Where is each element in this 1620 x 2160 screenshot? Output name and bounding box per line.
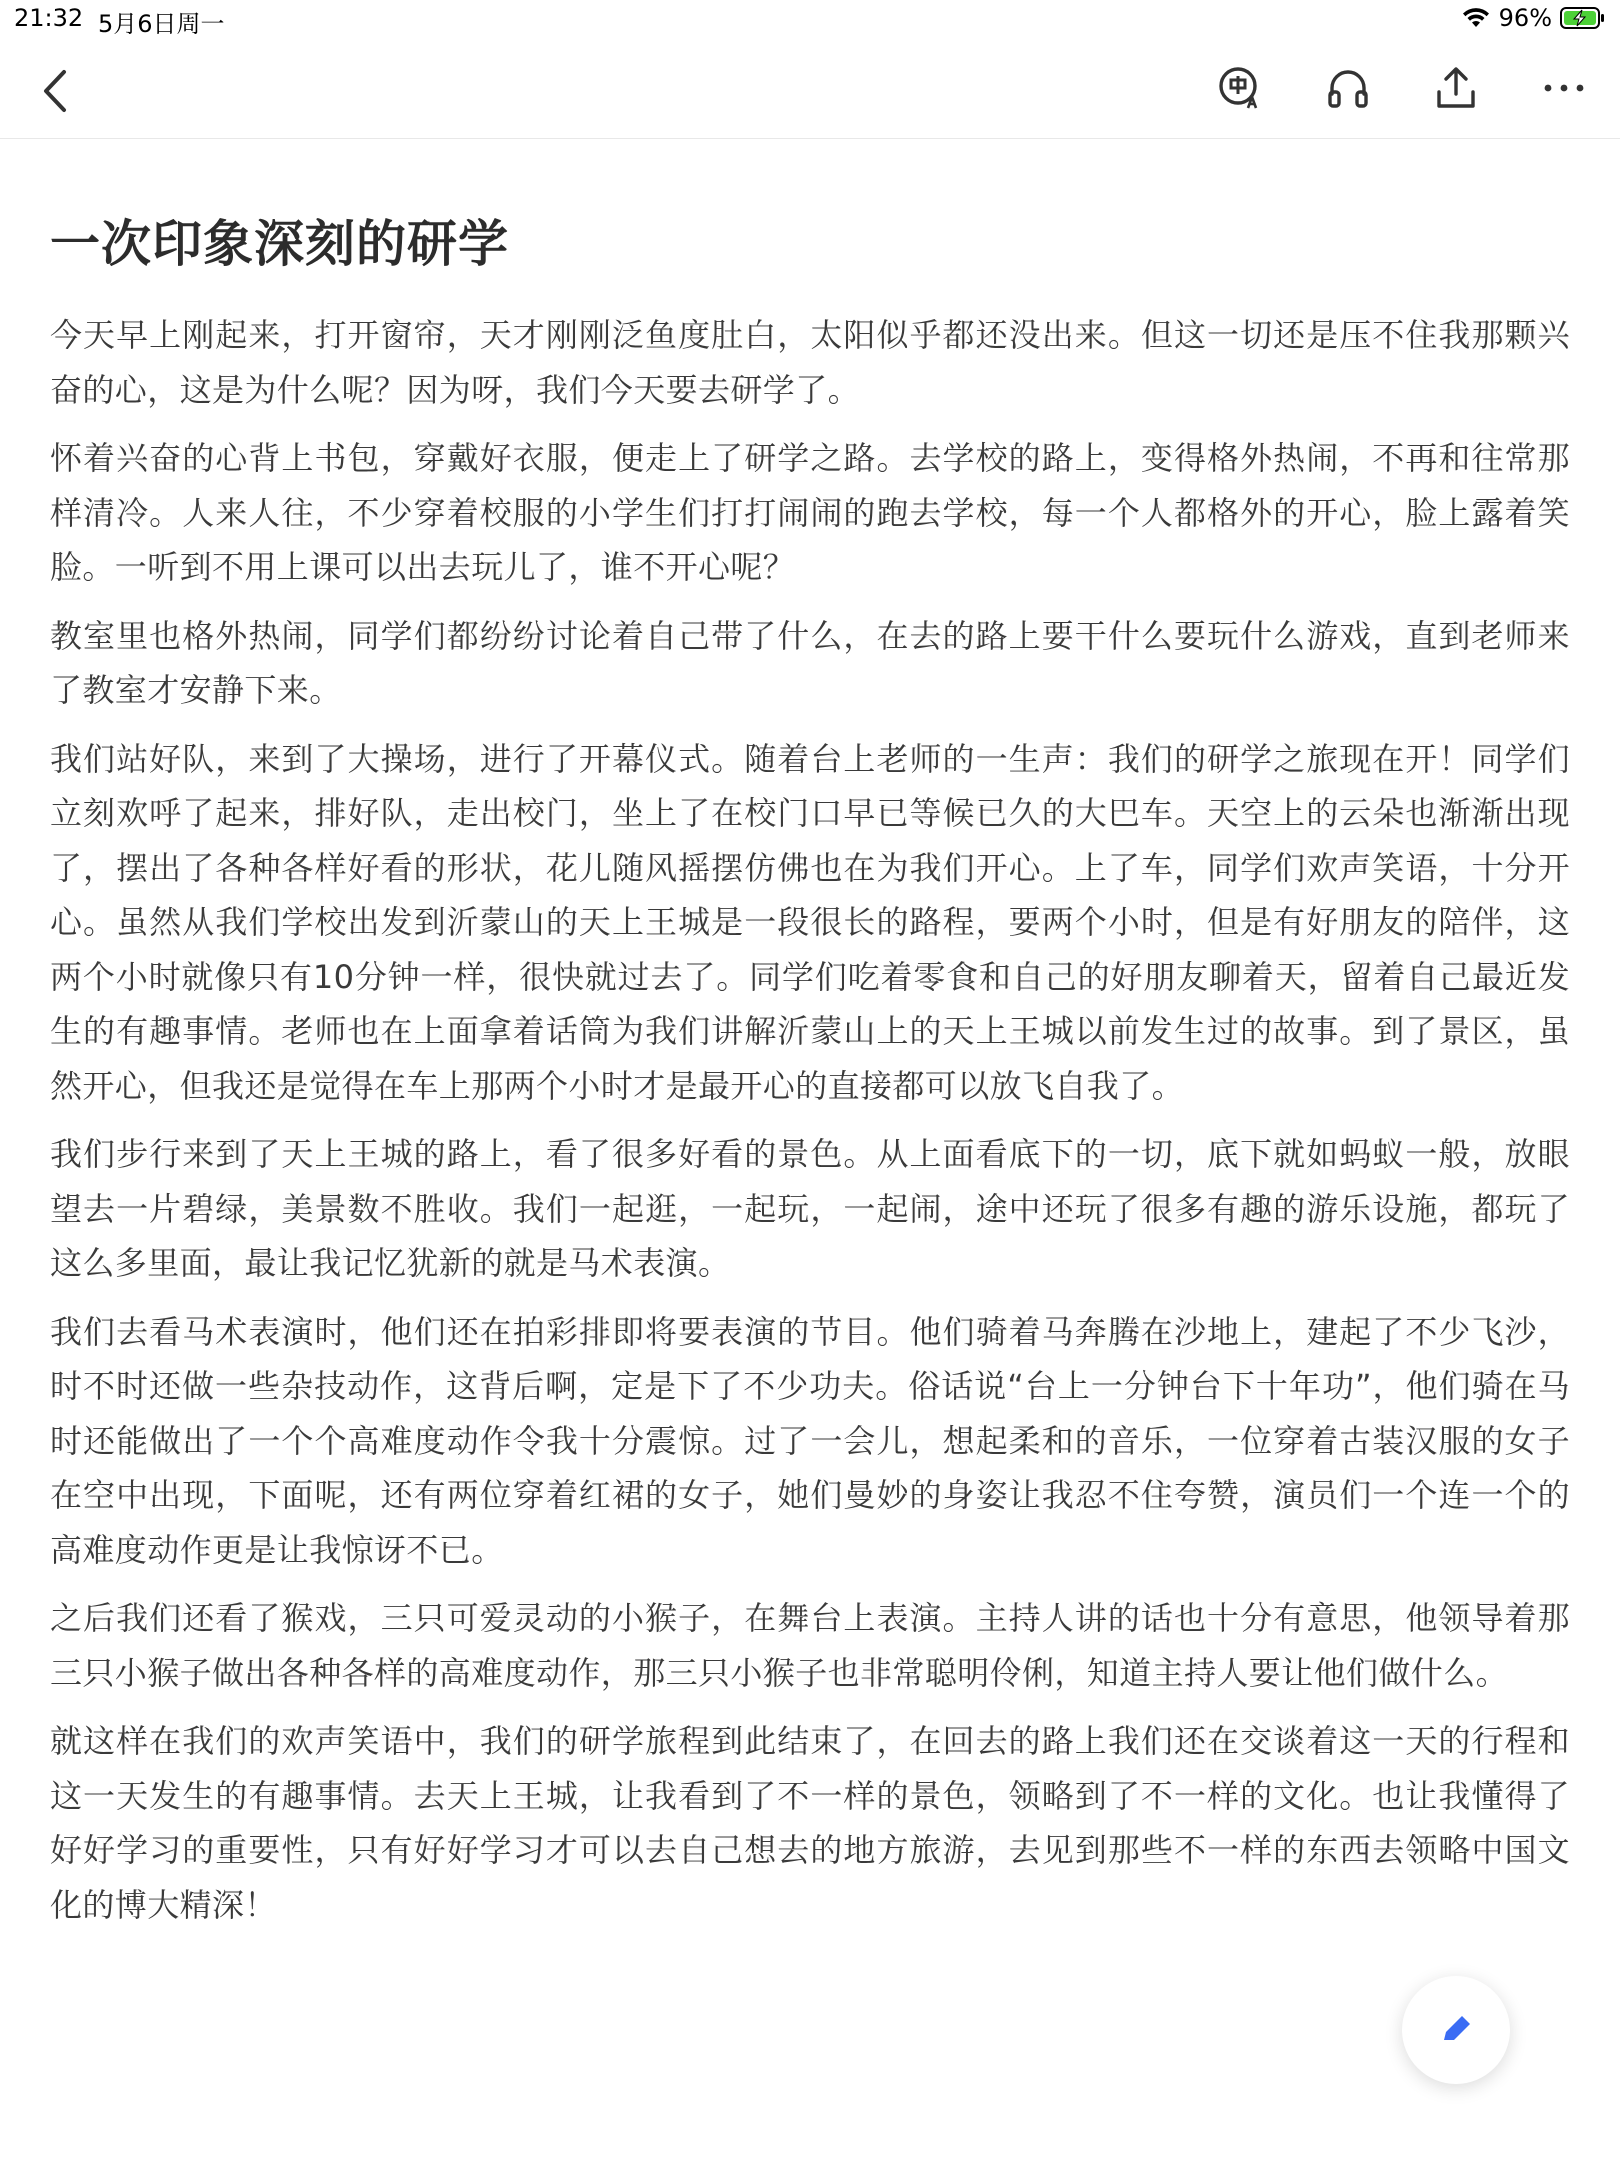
nav-actions <box>1214 62 1590 114</box>
article-paragraph: 之后我们还看了猴戏，三只可爱灵动的小猴子，在舞台上表演。主持人讲的话也十分有意思，他领导着那三只小猴子做出各种各样的高难度动作，那三只小猴子也非常聪明伶俐，知道主持人要让他们做什么。 <box>50 1599 1570 1692</box>
share-button[interactable] <box>1430 62 1482 114</box>
status-bar <box>0 0 1620 40</box>
article-paragraph: 教室里也格外热闹，同学们都纷纷讨论着自己带了什么，在去的路上要干什么要玩什么游戏，直到老师来了教室才安静下来。 <box>50 616 1570 709</box>
translate-button[interactable] <box>1214 62 1266 114</box>
article-paragraph: 今天早上刚起来，打开窗帘，天才刚刚泛鱼度肚白，太阳似乎都还没出来。但这一切还是压不住我那颗兴奋的心，这是为什么呢？因为呀，我们今天要去研学了。 <box>50 316 1570 409</box>
headphones-icon <box>1324 64 1372 112</box>
article-paragraph: 就这样在我们的欢声笑语中，我们的研学旅程到此结束了，在回去的路上我们还在交谈着这一天的行程和这一天发生的有趣事情。去天上王城，让我看到了不一样的景色，领略到了不一样的文化。也让我懂得了好好学习的重要性，只有好好学习才可以去自己想去的地方旅游，去见到那些不一样的东西去领略中国文化的博大精深！ <box>50 1722 1570 1924</box>
pencil-edit-icon <box>1434 2008 1478 2052</box>
more-button[interactable] <box>1538 62 1590 114</box>
article-title: 一次印象深刻的研学 <box>50 215 509 273</box>
nav-bar <box>0 40 1620 139</box>
article-paragraph: 我们步行来到了天上王城的路上，看了很多好看的景色。从上面看底下的一切，底下就如蚂蚁一般，放眼望去一片碧绿，美景数不胜收。我们一起逛，一起玩，一起闹，途中还玩了很多有趣的游乐设施，都玩了这么多里面，最让我记忆犹新的就是马术表演。 <box>50 1135 1570 1282</box>
battery-charging-icon <box>1560 6 1606 30</box>
battery-percent: 96% <box>1498 4 1552 32</box>
article <box>50 212 1570 1946</box>
status-indicators <box>1461 4 1606 32</box>
more-icon <box>1540 64 1588 112</box>
back-button[interactable] <box>30 66 80 116</box>
status-date: 5月6日周一 <box>98 10 225 38</box>
article-paragraph: 怀着兴奋的心背上书包，穿戴好衣服，便走上了研学之路。去学校的路上，变得格外热闹，不再和往常那样清冷。人来人往，不少穿着校服的小学生们打打闹闹的跑去学校，每一个人都格外的开心，脸上露着笑脸。一听到不用上课可以出去玩儿了，谁不开心呢？ <box>50 439 1570 586</box>
share-icon <box>1432 64 1480 112</box>
status-time: 21:32 <box>14 4 84 32</box>
listen-button[interactable] <box>1322 62 1374 114</box>
article-paragraph: 我们去看马术表演时，他们还在拍彩排即将要表演的节目。他们骑着马奔腾在沙地上，建起了不少飞沙，时不时还做一些杂技动作，这背后啊，定是下了不少功夫。俗话说“台上一分钟台下十年功”，他们骑在马时还能做出了一个个高难度动作令我十分震惊。过了一会儿，想起柔和的音乐，一位穿着古装汉服的女子在空中出现，下面呢，还有两位穿着红裙的女子，她们曼妙的身姿让我忍不住夸赞，演员们一个连一个的高难度动作更是让我惊讶不已。 <box>50 1312 1570 1569</box>
wifi-icon <box>1461 6 1491 30</box>
article-paragraph: 我们站好队，来到了大操场，进行了开幕仪式。随着台上老师的一生声：我们的研学之旅现在开！同学们立刻欢呼了起来，排好队，走出校门，坐上了在校门口早已等候已久的大巴车。天空上的云朵也渐渐出现了，摆出了各种各样好看的形状，花儿随风摇摆仿佛也在为我们开心。上了车，同学们欢声笑语，十分开心。虽然从我们学校出发到沂蒙山的天上王城是一段很长的路程，要两个小时，但是有好朋友的陪伴，这两个小时就像只有10分钟一样，很快就过去了。同学们吃着零食和自己的好朋友聊着天，留着自己最近发生的有趣事情。老师也在上面拿着话筒为我们讲解沂蒙山上的天上王城以前发生过的故事。到了景区，虽然开心，但我还是觉得在车上那两个小时才是最开心的直接都可以放飞自我了。 <box>50 739 1570 1105</box>
edit-button[interactable] <box>1402 1976 1510 2084</box>
translate-icon <box>1216 64 1264 112</box>
back-chevron-icon <box>40 68 70 114</box>
